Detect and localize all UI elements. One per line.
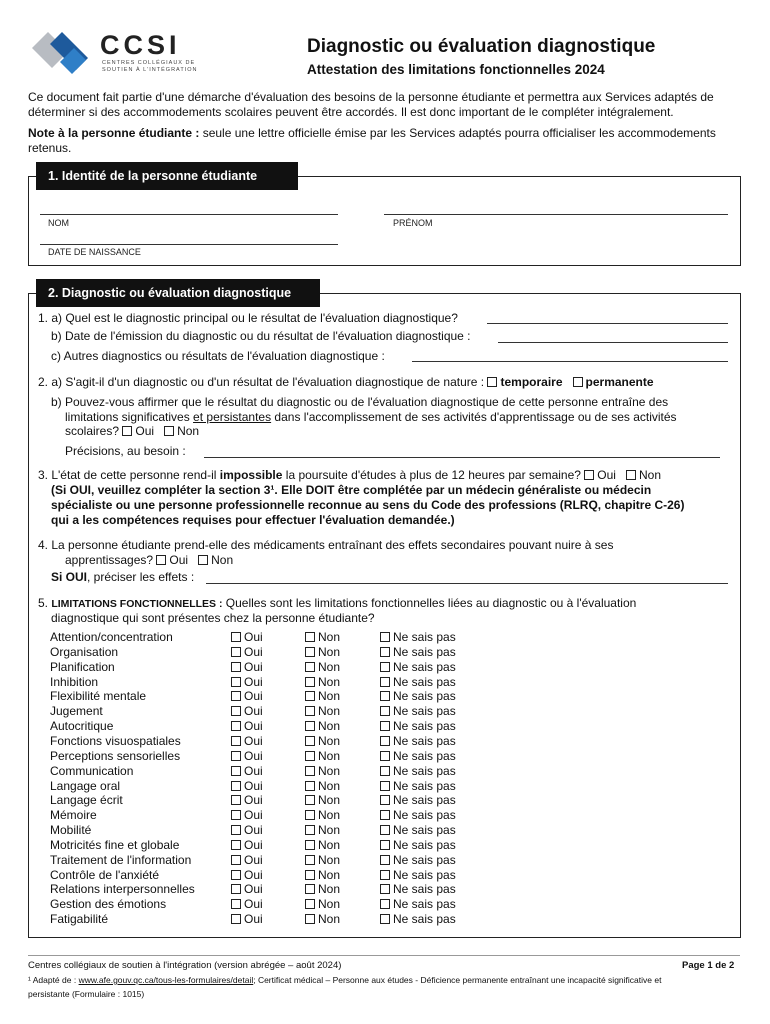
limitation-oui (231, 704, 263, 719)
non-label: Non (318, 808, 341, 823)
limitation-oui (231, 882, 263, 897)
limitation-nsp (380, 853, 456, 868)
non-label: Non (318, 719, 341, 734)
oui-label: Oui (244, 659, 263, 674)
limitation-row (50, 749, 470, 764)
limitation-nsp (380, 645, 456, 660)
limitation-label: Motricités fine et globale (50, 837, 180, 852)
non-label: Non (318, 793, 341, 808)
q4-effets-field[interactable] (206, 583, 728, 584)
nsp-checkbox[interactable] (380, 899, 390, 909)
limitation-label: Autocritique (50, 719, 114, 734)
limitation-non (305, 882, 340, 897)
limitation-label: Inhibition (50, 674, 99, 689)
nsp-label: Ne sais pas (393, 763, 456, 778)
nsp-label: Ne sais pas (393, 674, 456, 689)
q3-non-checkbox[interactable] (626, 470, 636, 480)
limitation-nsp (380, 704, 456, 719)
non-label: Non (318, 897, 341, 912)
limitation-oui (231, 749, 263, 764)
limitation-label: Contrôle de l'anxiété (50, 867, 160, 882)
nsp-checkbox[interactable] (380, 647, 390, 657)
non-checkbox[interactable] (305, 721, 315, 731)
limitation-nsp (380, 868, 456, 883)
limitation-oui (231, 630, 263, 645)
footnote-text: ; Certificat médical – Personne aux études - Déficience permanente entraînant une incapacité significative et (253, 975, 662, 985)
oui-label: Oui (244, 912, 263, 927)
nsp-checkbox[interactable] (380, 751, 390, 761)
nsp-label: Ne sais pas (393, 644, 456, 659)
limitation-row (50, 645, 470, 660)
footnote-prefix: ¹ Adapté de : (28, 975, 79, 985)
q3-oui-label: Oui (597, 468, 616, 482)
nsp-label: Ne sais pas (393, 704, 456, 719)
q1c-field[interactable] (412, 361, 728, 362)
limitation-nsp (380, 808, 456, 823)
permanente-label: permanente (585, 375, 654, 389)
oui-checkbox[interactable] (231, 721, 241, 731)
temporaire-checkbox[interactable] (487, 377, 497, 387)
q3-line4: qui a les compétences requises pour effectuer l'évaluation demandée.) (51, 513, 455, 527)
nsp-checkbox[interactable] (380, 795, 390, 805)
page-subtitle: Attestation des limitations fonctionnelles 2024 (307, 62, 605, 77)
q4-oui-label: Oui (169, 553, 189, 567)
oui-label: Oui (244, 748, 263, 763)
logo-subtext: CENTRES COLLÉGIAUX DE SOUTIEN À L'INTÉGRATION (102, 60, 198, 73)
nsp-checkbox[interactable] (380, 736, 390, 746)
limitation-row (50, 719, 470, 734)
page-title: Diagnostic ou évaluation diagnostique (307, 36, 656, 57)
non-label: Non (318, 882, 341, 897)
oui-checkbox[interactable] (231, 795, 241, 805)
limitation-row (50, 897, 470, 912)
oui-checkbox[interactable] (231, 706, 241, 716)
nsp-label: Ne sais pas (393, 823, 456, 838)
limitation-nsp (380, 749, 456, 764)
nsp-checkbox[interactable] (380, 825, 390, 835)
q4-line2 (65, 553, 233, 568)
oui-checkbox[interactable] (231, 884, 241, 894)
temporaire-label: temporaire (500, 375, 563, 389)
limitation-label: Planification (50, 659, 115, 674)
non-label: Non (318, 674, 341, 689)
nsp-checkbox[interactable] (380, 721, 390, 731)
non-label: Non (318, 763, 341, 778)
non-checkbox[interactable] (305, 810, 315, 820)
oui-label: Oui (244, 674, 263, 689)
nsp-checkbox[interactable] (380, 810, 390, 820)
limitation-oui (231, 675, 263, 690)
q2a (38, 375, 654, 390)
limitation-nsp (380, 764, 456, 779)
non-label: Non (318, 644, 341, 659)
q3-line3: spécialiste ou une personne professionnelle reconnue au sens du Code des professions (RLRQ, chapitre C-26) (51, 498, 685, 512)
limitation-row (50, 734, 470, 749)
q2b-oui-label: Oui (135, 424, 155, 438)
limitation-label: Attention/concentration (50, 630, 173, 644)
limitation-row (50, 779, 470, 794)
limitation-label: Communication (50, 763, 134, 778)
nsp-label: Ne sais pas (393, 808, 456, 823)
limitation-nsp (380, 719, 456, 734)
oui-checkbox[interactable] (231, 632, 241, 642)
limitation-oui (231, 912, 263, 927)
q5-text: Quelles sont les limitations fonctionnelles liées au diagnostic ou à l'évaluation (222, 596, 637, 610)
non-checkbox[interactable] (305, 632, 315, 642)
limitation-label: Mobilité (50, 823, 92, 838)
oui-label: Oui (244, 763, 263, 778)
q4-text: apprentissages? (65, 553, 154, 567)
nsp-label: Ne sais pas (393, 659, 456, 674)
nsp-checkbox[interactable] (380, 632, 390, 642)
non-checkbox[interactable] (305, 840, 315, 850)
q3-text-a: 3. L'état de cette personne rend-il (38, 468, 220, 482)
limitation-label: Relations interpersonnelles (50, 882, 195, 897)
nsp-label: Ne sais pas (393, 748, 456, 763)
limitation-non (305, 897, 340, 912)
oui-checkbox[interactable] (231, 662, 241, 672)
limitation-nsp (380, 897, 456, 912)
limitation-label: Langage écrit (50, 793, 123, 808)
q2b-non-label: Non (177, 424, 200, 438)
limitation-label: Perceptions sensorielles (50, 748, 181, 763)
limitation-oui (231, 719, 263, 734)
precisions-field[interactable] (204, 457, 720, 458)
oui-label: Oui (244, 719, 263, 734)
limitation-label: Fonctions visuospatiales (50, 733, 181, 748)
limitation-non (305, 779, 340, 794)
oui-label: Oui (244, 867, 263, 882)
non-checkbox[interactable] (305, 766, 315, 776)
limitation-oui (231, 764, 263, 779)
oui-checkbox[interactable] (231, 781, 241, 791)
limitation-non (305, 734, 340, 749)
oui-checkbox[interactable] (231, 840, 241, 850)
footnote-line1 (28, 975, 661, 985)
q1a-field[interactable] (487, 323, 728, 324)
nsp-checkbox[interactable] (380, 691, 390, 701)
nsp-checkbox[interactable] (380, 855, 390, 865)
limitation-non (305, 808, 340, 823)
limitation-nsp (380, 823, 456, 838)
limitation-oui (231, 660, 263, 675)
q2b-line1: b) Pouvez-vous affirmer que le résultat du diagnostic ou de l'évaluation diagnostique de cette personne entraîne des (51, 395, 669, 409)
oui-label: Oui (244, 837, 263, 852)
limitation-oui (231, 645, 263, 660)
non-checkbox[interactable] (305, 691, 315, 701)
oui-checkbox[interactable] (231, 766, 241, 776)
q5-num: 5. (38, 596, 52, 610)
non-label: Non (318, 852, 341, 867)
nsp-checkbox[interactable] (380, 706, 390, 716)
q1b-text: b) Date de l'émission du diagnostic ou du résultat de l'évaluation diagnostique : (51, 329, 471, 343)
limitation-nsp (380, 882, 456, 897)
limitation-row (50, 704, 470, 719)
non-checkbox[interactable] (305, 795, 315, 805)
non-label: Non (318, 689, 341, 704)
limitation-nsp (380, 734, 456, 749)
ddn-label: DATE DE NAISSANCE (48, 247, 141, 257)
q2b-line2-a: limitations significatives (65, 410, 194, 424)
q2b-line3-text: scolaires? (65, 424, 120, 438)
nom-label: NOM (48, 218, 69, 228)
limitation-row (50, 793, 470, 808)
non-checkbox[interactable] (305, 825, 315, 835)
logo-mark-icon (30, 26, 100, 76)
limitation-oui (231, 793, 263, 808)
oui-checkbox[interactable] (231, 736, 241, 746)
q5-line1 (38, 596, 636, 612)
q4-line3 (51, 570, 194, 585)
non-checkbox[interactable] (305, 870, 315, 880)
limitation-nsp (380, 660, 456, 675)
ddn-field[interactable] (40, 244, 338, 245)
footnote-link[interactable]: www.afe.gouv.qc.ca/tous-les-formulaires/detail (78, 975, 254, 985)
nom-field[interactable] (40, 214, 338, 215)
nsp-label: Ne sais pas (393, 778, 456, 793)
oui-checkbox[interactable] (231, 870, 241, 880)
limitation-non (305, 868, 340, 883)
oui-label: Oui (244, 882, 263, 897)
limitation-oui (231, 823, 263, 838)
q3-text-c: la poursuite d'études à plus de 12 heures par semaine? (282, 468, 581, 482)
oui-label: Oui (244, 897, 263, 912)
limitation-label: Organisation (50, 644, 119, 659)
limitation-row (50, 882, 470, 897)
limitation-nsp (380, 630, 456, 645)
limitation-oui (231, 868, 263, 883)
limitation-nsp (380, 838, 456, 853)
non-checkbox[interactable] (305, 751, 315, 761)
limitation-label: Flexibilité mentale (50, 689, 147, 704)
limitation-row (50, 838, 470, 853)
q2b-non-checkbox[interactable] (164, 426, 174, 436)
limitation-non (305, 719, 340, 734)
limitation-oui (231, 853, 263, 868)
limitation-non (305, 645, 340, 660)
oui-label: Oui (244, 733, 263, 748)
limitation-non (305, 912, 340, 927)
q2b-line2-b: dans l'accomplissement de ses activités d'apprentissage ou de ses activités (271, 410, 677, 424)
limitation-label: Fatigabilité (50, 912, 109, 927)
nsp-checkbox[interactable] (380, 914, 390, 924)
q3-line2: (Si OUI, veuillez compléter la section 3¹. Elle DOIT être complétée par un médecin généraliste ou médecin (51, 483, 652, 497)
limitation-oui (231, 689, 263, 704)
precisions-text: Précisions, au besoin : (65, 444, 186, 458)
limitation-oui (231, 734, 263, 749)
non-checkbox[interactable] (305, 647, 315, 657)
q3-non-label: Non (638, 468, 661, 482)
limitation-row (50, 823, 470, 838)
note-text: seule une lettre officielle émise par les Services adaptés pourra officialiser les accommodements retenus. (28, 126, 716, 155)
nsp-checkbox[interactable] (380, 870, 390, 880)
limitation-non (305, 660, 340, 675)
q3-line1 (38, 468, 738, 483)
limitation-non (305, 853, 340, 868)
nsp-label: Ne sais pas (393, 897, 456, 912)
limitation-non (305, 675, 340, 690)
intro-paragraph: Ce document fait partie d'une démarche d'évaluation des besoins de la personne étudiante et permettra aux Services adaptés de déterminer si des accommodements scolaires peuvent être accordés. Il est donc important de le compléter intégralement. (28, 90, 714, 119)
oui-label: Oui (244, 630, 263, 644)
limitation-label: Langage oral (50, 778, 121, 793)
oui-checkbox[interactable] (231, 825, 241, 835)
non-label: Non (318, 704, 341, 719)
non-label: Non (318, 823, 341, 838)
q4-non-checkbox[interactable] (198, 555, 208, 565)
q2b-line2 (65, 410, 677, 425)
limitation-non (305, 704, 340, 719)
footer-left: Centres collégiaux de soutien à l'intégration (version abrégée – août 2024) (28, 960, 342, 971)
limitation-label: Mémoire (50, 808, 97, 823)
limitation-row (50, 912, 470, 927)
limitation-oui (231, 779, 263, 794)
limitation-oui (231, 808, 263, 823)
prenom-field[interactable] (384, 214, 728, 215)
limitation-oui (231, 838, 263, 853)
nsp-label: Ne sais pas (393, 733, 456, 748)
non-checkbox[interactable] (305, 781, 315, 791)
non-checkbox[interactable] (305, 899, 315, 909)
q5-label: LIMITATIONS FONCTIONNELLES : (51, 598, 223, 610)
nsp-label: Ne sais pas (393, 912, 456, 927)
limitation-nsp (380, 793, 456, 808)
oui-label: Oui (244, 704, 263, 719)
limitation-row (50, 868, 470, 883)
oui-label: Oui (244, 644, 263, 659)
oui-checkbox[interactable] (231, 810, 241, 820)
oui-checkbox[interactable] (231, 691, 241, 701)
q1c-text: c) Autres diagnostics ou résultats de l'évaluation diagnostique : (51, 349, 385, 363)
logo-name: CCSI (100, 30, 181, 60)
section-1-header: 1. Identité de la personne étudiante (36, 162, 298, 190)
non-label: Non (318, 837, 341, 852)
non-label: Non (318, 778, 341, 793)
limitation-row (50, 808, 470, 823)
limitation-nsp (380, 675, 456, 690)
limitation-nsp (380, 779, 456, 794)
non-checkbox[interactable] (305, 677, 315, 687)
oui-checkbox[interactable] (231, 751, 241, 761)
oui-checkbox[interactable] (231, 914, 241, 924)
page-number: Page 1 de 2 (682, 960, 735, 971)
nsp-label: Ne sais pas (393, 867, 456, 882)
q1a-text: 1. a) Quel est le diagnostic principal ou le résultat de l'évaluation diagnostique? (38, 311, 458, 325)
nsp-label: Ne sais pas (393, 837, 456, 852)
q4-line1: 4. La personne étudiante prend-elle des médicaments entraînant des effets secondaires pouvant nuire à ses (38, 538, 614, 552)
limitation-row (50, 689, 470, 704)
non-checkbox[interactable] (305, 662, 315, 672)
oui-checkbox[interactable] (231, 647, 241, 657)
nsp-label: Ne sais pas (393, 852, 456, 867)
q3-oui-checkbox[interactable] (584, 470, 594, 480)
q3-text-impossible: impossible (219, 468, 283, 482)
limitation-non (305, 838, 340, 853)
non-checkbox[interactable] (305, 706, 315, 716)
nsp-label: Ne sais pas (393, 793, 456, 808)
q2a-text: 2. a) S'agit-il d'un diagnostic ou d'un résultat de l'évaluation diagnostique de nature : (38, 375, 485, 389)
oui-checkbox[interactable] (231, 855, 241, 865)
q5-line2: diagnostique qui sont présentes chez la personne étudiante? (51, 611, 375, 625)
limitation-row (50, 660, 470, 675)
limitation-row (50, 630, 470, 645)
q2b-line2-underlined: et persistantes (193, 410, 272, 424)
q4-oui-checkbox[interactable] (156, 555, 166, 565)
limitation-non (305, 689, 340, 704)
intro-note (28, 126, 743, 156)
q2b-oui-checkbox[interactable] (122, 426, 132, 436)
prenom-label: PRÉNOM (393, 218, 433, 228)
nsp-checkbox[interactable] (380, 662, 390, 672)
section-2-header: 2. Diagnostic ou évaluation diagnostique (36, 279, 320, 307)
non-label: Non (318, 867, 341, 882)
footnote-line2: persistante (Formulaire : 1015) (28, 989, 145, 999)
q2b-line3 (65, 424, 199, 439)
limitation-non (305, 749, 340, 764)
oui-checkbox[interactable] (231, 899, 241, 909)
non-label: Non (318, 630, 341, 644)
limitation-row (50, 675, 470, 690)
oui-label: Oui (244, 808, 263, 823)
oui-label: Oui (244, 778, 263, 793)
non-label: Non (318, 748, 341, 763)
nsp-checkbox[interactable] (380, 766, 390, 776)
limitation-non (305, 764, 340, 779)
limitation-row (50, 764, 470, 779)
non-label: Non (318, 733, 341, 748)
q4-non-label: Non (211, 553, 234, 567)
non-checkbox[interactable] (305, 884, 315, 894)
limitation-non (305, 793, 340, 808)
limitation-label: Traitement de l'information (50, 852, 192, 867)
q4-effets-text: , préciser les effets : (87, 570, 195, 584)
limitation-label: Gestion des émotions (50, 897, 167, 912)
oui-label: Oui (244, 823, 263, 838)
nsp-checkbox[interactable] (380, 781, 390, 791)
footer-divider (28, 955, 740, 956)
nsp-label: Ne sais pas (393, 719, 456, 734)
nsp-label: Ne sais pas (393, 882, 456, 897)
nsp-label: Ne sais pas (393, 630, 456, 644)
limitation-oui (231, 897, 263, 912)
limitation-row (50, 853, 470, 868)
q1a (38, 311, 458, 326)
limitation-non (305, 630, 340, 645)
q4-si-oui: Si OUI (51, 570, 88, 584)
nsp-checkbox[interactable] (380, 840, 390, 850)
oui-label: Oui (244, 689, 263, 704)
nsp-checkbox[interactable] (380, 884, 390, 894)
non-checkbox[interactable] (305, 914, 315, 924)
nsp-label: Ne sais pas (393, 689, 456, 704)
non-label: Non (318, 912, 341, 927)
limitation-non (305, 823, 340, 838)
oui-label: Oui (244, 852, 263, 867)
non-checkbox[interactable] (305, 855, 315, 865)
non-label: Non (318, 659, 341, 674)
non-checkbox[interactable] (305, 736, 315, 746)
q1b-field[interactable] (498, 342, 728, 343)
limitation-nsp (380, 689, 456, 704)
limitation-label: Jugement (50, 704, 103, 719)
nsp-checkbox[interactable] (380, 677, 390, 687)
limitation-nsp (380, 912, 456, 927)
oui-checkbox[interactable] (231, 677, 241, 687)
permanente-checkbox[interactable] (573, 377, 583, 387)
oui-label: Oui (244, 793, 263, 808)
note-label: Note à la personne étudiante : (28, 126, 200, 140)
